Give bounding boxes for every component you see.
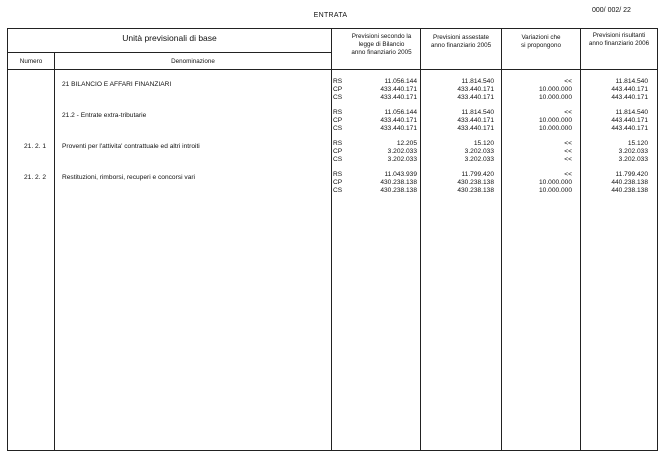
row-labels: RS CP CS [333, 171, 343, 194]
row-numero: 21. 2. 2 [24, 174, 46, 181]
col-previsioni-assestate-header: Previsioni assestate anno finanziario 2005 [430, 34, 492, 49]
header-divider [7, 52, 332, 53]
row-legge-values: 11.056.144 433.440.171 433.440.171 [380, 78, 417, 101]
row-risultanti-values: 11.814.540 443.440.171 443.440.171 [611, 78, 648, 101]
row-risultanti-values: 11.814.540 443.440.171 443.440.171 [611, 109, 648, 132]
page-number: 000/ 002/ 22 [592, 7, 631, 14]
row-variazioni-values: << << << [564, 140, 572, 163]
row-labels: RS CP CS [333, 109, 343, 132]
unit-header: Unità previsionali di base [122, 33, 217, 43]
row-legge-values: 12.205 3.202.033 3.202.033 [387, 140, 417, 163]
row-labels: RS CP CS [333, 140, 343, 163]
row-variazioni-values: << 10.000.000 10.000.000 [538, 171, 572, 194]
row-assestate-values: 11.814.540 433.440.171 433.440.171 [457, 109, 494, 132]
row-variazioni-values: << 10.000.000 10.000.000 [538, 109, 572, 132]
col-previsioni-risultanti-header: Previsioni risultanti anno finanziario 2006 [588, 32, 650, 47]
header-divider [7, 69, 658, 70]
column-divider [54, 52, 55, 451]
row-denominazione: 21 BILANCIO E AFFARI FINANZIARI [62, 81, 172, 88]
col-variazioni-header: Variazioni che si propongono [521, 34, 561, 49]
row-denominazione: Restituzioni, rimborsi, recuperi e concorsi vari [62, 174, 196, 181]
row-numero: 21. 2. 1 [24, 143, 46, 150]
column-divider [331, 28, 332, 451]
row-denominazione: Proventi per l'attivita' contrattuale ed altri introiti [62, 143, 200, 150]
row-assestate-values: 15.120 3.202.033 3.202.033 [464, 140, 494, 163]
row-risultanti-values: 15.120 3.202.033 3.202.033 [618, 140, 648, 163]
page-title: ENTRATA [313, 12, 348, 19]
row-risultanti-values: 11.799.420 440.238.138 440.238.138 [611, 171, 648, 194]
row-assestate-values: 11.814.540 433.440.171 433.440.171 [457, 78, 494, 101]
row-assestate-values: 11.799.420 430.238.138 430.238.138 [457, 171, 494, 194]
col-previsioni-legge-header: Previsioni secondo la legge di Bilancio anno finanziario 2005 [351, 33, 412, 56]
row-denominazione: 21.2 - Entrate extra-tributarie [62, 112, 147, 119]
col-denominazione-header: Denominazione [171, 58, 215, 65]
row-labels: RS CP CS [333, 78, 343, 101]
row-legge-values: 11.043.939 430.238.138 430.238.138 [380, 171, 417, 194]
row-legge-values: 11.056.144 433.440.171 433.440.171 [380, 109, 417, 132]
row-variazioni-values: << 10.000.000 10.000.000 [538, 78, 572, 101]
col-numero-header: Numero [19, 58, 43, 65]
